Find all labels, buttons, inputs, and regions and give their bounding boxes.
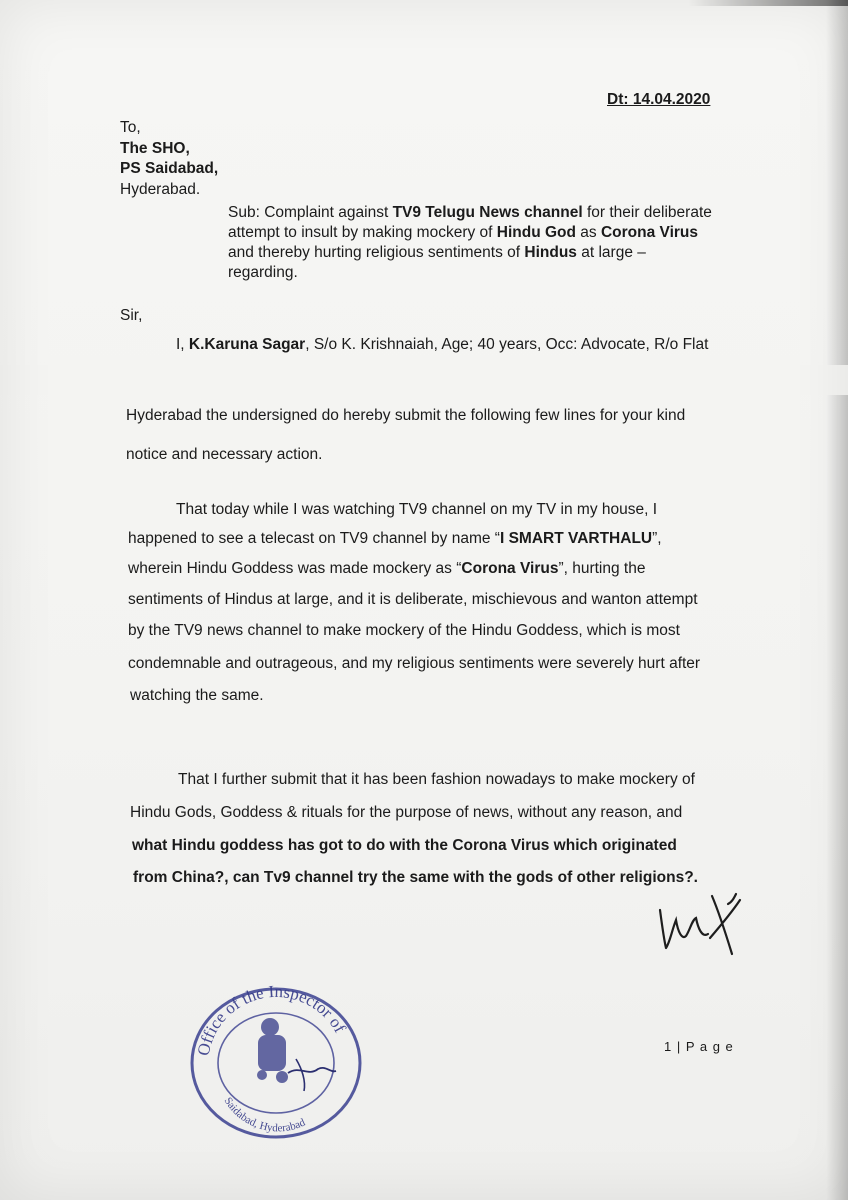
salutation: Sir, [120,307,143,324]
para2-line-2: notice and necessary action. [126,446,323,463]
scan-edge-shadow [826,0,848,1200]
office-seal-icon [178,965,373,1140]
para3-line-5: by the TV9 news channel to make mockery of the Hindu Goddess, which is most [128,622,680,639]
signature-icon [652,890,752,960]
para4-line-2: Hindu Gods, Goddess & rituals for the purpose of news, without any reason, and [130,804,683,821]
svg-text:Office of the Inspector of: Office of the Inspector of [193,981,350,1058]
subject-line-2: attempt to insult by making mockery of Hindu God as Corona Virus [228,224,699,241]
redacted-band [0,365,848,395]
recipient-to: To, [120,119,141,136]
para3-line-3: wherein Hindu Goddess was made mockery as “Corona Virus”, hurting the [128,560,646,577]
para3-line-6: condemnable and outrageous, and my religious sentiments were severely hurt after [128,655,701,672]
subject-line-4: regarding. [228,264,298,281]
page-number: 1 | P a g e [664,1039,734,1054]
para3-line-1: That today while I was watching TV9 channel on my TV in my house, I [176,501,658,518]
para3-line-2: happened to see a telecast on TV9 channel by name “I SMART VARTHALU”, [128,530,662,547]
svg-text:Saidabad, Hyderabad: Saidabad, Hyderabad [221,1095,308,1135]
para4-line-1: That I further submit that it has been fashion nowadays to make mockery of [178,771,695,788]
letter-date: Dt: 14.04.2020 [607,91,711,108]
para3-line-4: sentiments of Hindus at large, and it is deliberate, mischievous and wanton attempt [128,591,698,608]
para3-line-7: watching the same. [130,687,264,704]
para4-line-4: from China?, can Tv9 channel try the same with the gods of other religions?. [133,869,698,886]
para2-line-1: Hyderabad the undersigned do hereby submit the following few lines for your kind [126,407,686,424]
scan-edge-mark [688,0,848,6]
recipient-city: Hyderabad. [120,181,201,198]
para1-line-1: I, K.Karuna Sagar, S/o K. Krishnaiah, Age; 40 years, Occ: Advocate, R/o Flat [176,336,709,353]
recipient-station: PS Saidabad, [120,160,219,177]
subject-line-3: and thereby hurting religious sentiments of Hindus at large – [228,244,646,261]
subject-line-1: Sub: Complaint against TV9 Telugu News channel for their deliberate [228,204,712,221]
para4-line-3: what Hindu goddess has got to do with the Corona Virus which originated [132,837,677,854]
recipient-title: The SHO, [120,140,190,157]
